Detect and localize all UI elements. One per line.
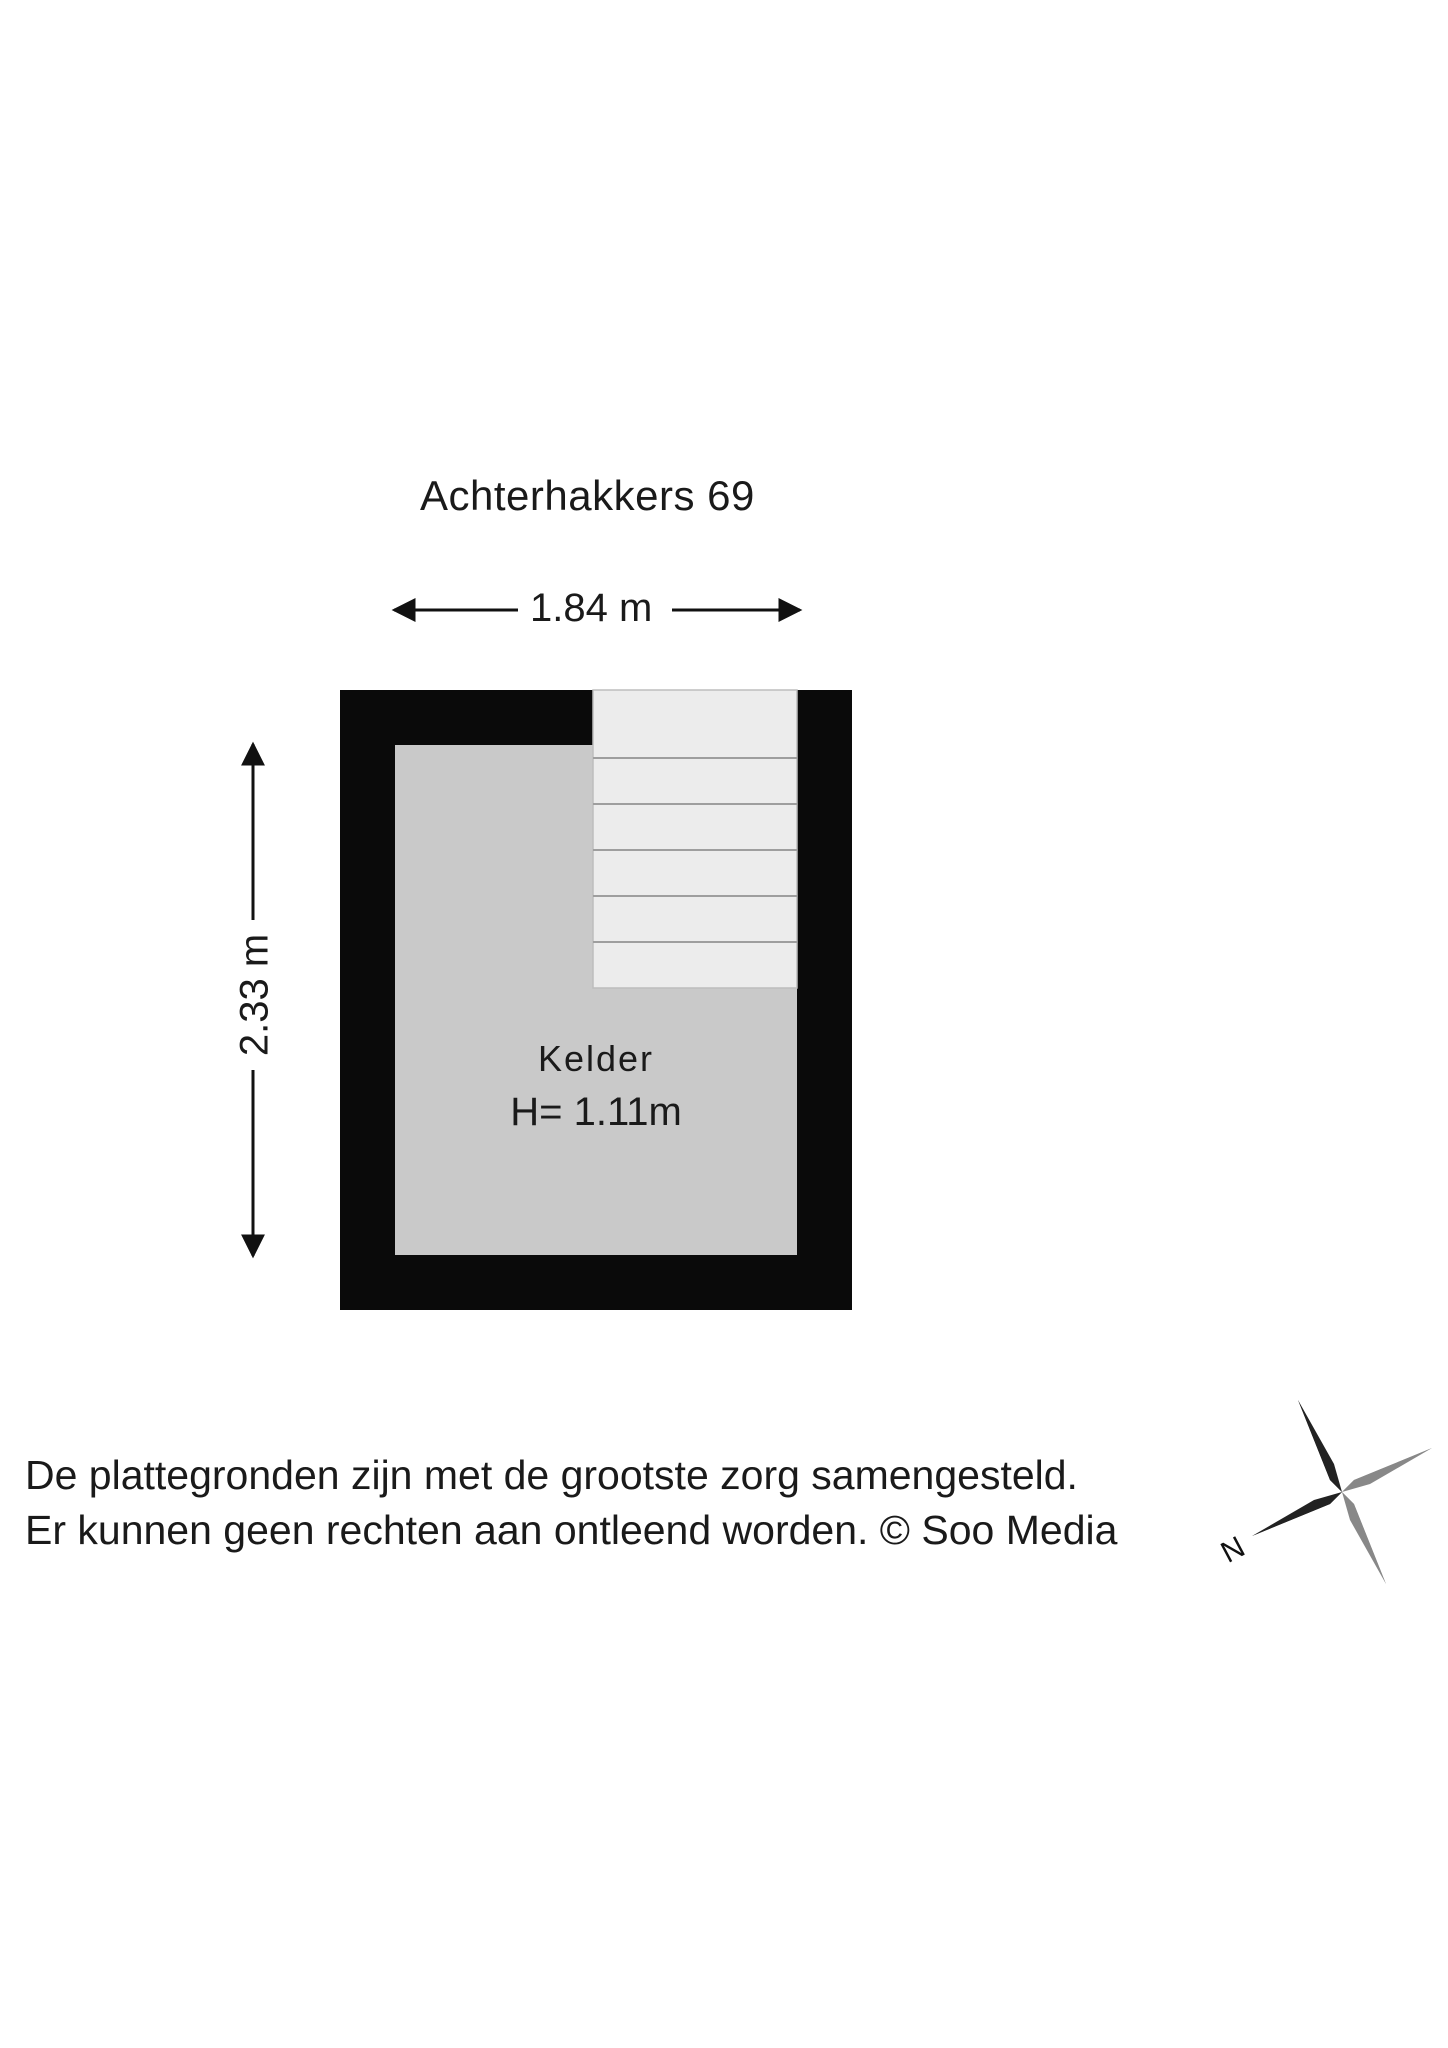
stair-block [593,690,797,988]
room-height: H= 1.11m [510,1090,682,1134]
plan-title: Achterhakkers 69 [420,472,755,519]
staircase [593,690,797,988]
compass-rose-icon [1252,1400,1432,1584]
disclaimer [25,1448,1117,1558]
disclaimer-line-2: Er kunnen geen rechten aan ontleend worden. © Soo Media [25,1507,1118,1553]
room-name: Kelder [537,1038,655,1079]
disclaimer-line-1: De plattegronden zijn met de grootste zorg samengesteld. [25,1452,1078,1498]
width-dimension-label: 1.84 m [526,586,656,631]
compass-north-label: N [1215,1530,1251,1570]
height-dimension-label: 2.33 m [233,930,278,1060]
